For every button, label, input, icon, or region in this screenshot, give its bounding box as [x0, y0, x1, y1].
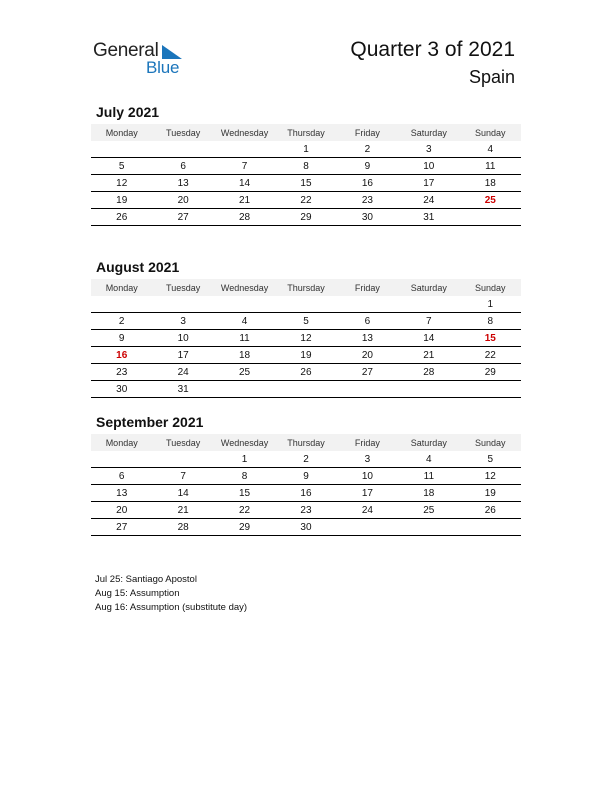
day-cell: 11	[214, 330, 275, 347]
day-cell: 24	[337, 502, 398, 519]
day-cell: 7	[152, 468, 213, 485]
weekday-header: Friday	[337, 279, 398, 296]
day-cell	[91, 296, 152, 313]
calendar-table	[91, 279, 521, 398]
day-cell: 28	[398, 364, 459, 381]
weekday-header: Monday	[91, 279, 152, 296]
weekday-header: Saturday	[398, 124, 459, 141]
day-cell: 6	[91, 468, 152, 485]
week-row	[91, 485, 521, 502]
day-cell: 5	[91, 158, 152, 175]
day-cell: 28	[214, 209, 275, 226]
day-cell: 18	[214, 347, 275, 364]
day-cell	[152, 451, 213, 468]
weekday-header: Thursday	[275, 279, 336, 296]
day-cell: 12	[460, 468, 521, 485]
day-cell: 21	[152, 502, 213, 519]
day-cell: 5	[275, 313, 336, 330]
weekday-header: Tuesday	[152, 124, 213, 141]
day-cell: 9	[337, 158, 398, 175]
day-cell: 23	[275, 502, 336, 519]
day-cell	[398, 381, 459, 398]
calendar-table	[91, 124, 521, 226]
day-cell	[214, 381, 275, 398]
day-cell	[460, 209, 521, 226]
day-cell: 30	[275, 519, 336, 536]
day-cell	[337, 381, 398, 398]
day-cell	[275, 296, 336, 313]
day-cell: 30	[337, 209, 398, 226]
day-cell: 7	[398, 313, 459, 330]
day-cell: 25	[214, 364, 275, 381]
day-cell: 24	[152, 364, 213, 381]
day-cell	[152, 141, 213, 158]
day-cell: 23	[91, 364, 152, 381]
month-title: July 2021	[96, 104, 160, 120]
day-cell: 10	[337, 468, 398, 485]
weekday-header: Friday	[337, 434, 398, 451]
week-row	[91, 296, 521, 313]
week-row	[91, 313, 521, 330]
holiday-day-cell: 16	[91, 347, 152, 364]
day-cell: 1	[460, 296, 521, 313]
day-cell: 12	[91, 175, 152, 192]
weekday-header: Saturday	[398, 434, 459, 451]
month-august	[91, 259, 521, 398]
day-cell: 21	[214, 192, 275, 209]
weekday-header: Monday	[91, 124, 152, 141]
day-cell: 22	[460, 347, 521, 364]
weekday-header: Saturday	[398, 279, 459, 296]
holiday-note: Jul 25: Santiago Apostol	[95, 574, 197, 585]
weekday-header-row	[91, 124, 521, 141]
day-cell: 17	[152, 347, 213, 364]
day-cell	[337, 519, 398, 536]
holiday-day-cell: 15	[460, 330, 521, 347]
day-cell: 6	[152, 158, 213, 175]
day-cell: 14	[398, 330, 459, 347]
day-cell: 26	[91, 209, 152, 226]
day-cell: 1	[275, 141, 336, 158]
day-cell: 13	[91, 485, 152, 502]
day-cell: 12	[275, 330, 336, 347]
day-cell: 23	[337, 192, 398, 209]
day-cell: 3	[152, 313, 213, 330]
holiday-note: Aug 16: Assumption (substitute day)	[95, 602, 248, 613]
day-cell	[214, 296, 275, 313]
day-cell	[337, 296, 398, 313]
weekday-header: Monday	[91, 434, 152, 451]
generalblue-logo	[93, 40, 193, 80]
week-row	[91, 192, 521, 209]
month-title: September 2021	[96, 414, 204, 430]
week-row	[91, 364, 521, 381]
day-cell: 15	[214, 485, 275, 502]
holiday-notes	[95, 573, 247, 615]
day-cell: 20	[91, 502, 152, 519]
day-cell: 20	[337, 347, 398, 364]
day-cell: 19	[275, 347, 336, 364]
day-cell: 22	[214, 502, 275, 519]
day-cell: 8	[460, 313, 521, 330]
day-cell: 9	[275, 468, 336, 485]
day-cell: 21	[398, 347, 459, 364]
week-row	[91, 519, 521, 536]
day-cell	[398, 296, 459, 313]
day-cell: 17	[337, 485, 398, 502]
week-row	[91, 209, 521, 226]
day-cell: 30	[91, 381, 152, 398]
day-cell: 26	[275, 364, 336, 381]
day-cell: 8	[275, 158, 336, 175]
weekday-header: Thursday	[275, 124, 336, 141]
week-row	[91, 175, 521, 192]
weekday-header: Wednesday	[214, 434, 275, 451]
month-title: August 2021	[96, 259, 180, 275]
day-cell: 1	[214, 451, 275, 468]
day-cell: 19	[460, 485, 521, 502]
day-cell: 10	[398, 158, 459, 175]
day-cell: 27	[152, 209, 213, 226]
day-cell: 14	[152, 485, 213, 502]
day-cell	[460, 381, 521, 398]
week-row	[91, 502, 521, 519]
day-cell	[460, 519, 521, 536]
day-cell: 22	[275, 192, 336, 209]
day-cell: 31	[152, 381, 213, 398]
day-cell: 17	[398, 175, 459, 192]
weekday-header: Sunday	[460, 124, 521, 141]
day-cell: 20	[152, 192, 213, 209]
weekday-header-row	[91, 279, 521, 296]
day-cell: 5	[460, 451, 521, 468]
day-cell: 10	[152, 330, 213, 347]
day-cell	[275, 381, 336, 398]
week-row	[91, 330, 521, 347]
day-cell: 9	[91, 330, 152, 347]
day-cell: 11	[398, 468, 459, 485]
weekday-header: Thursday	[275, 434, 336, 451]
weekday-header: Wednesday	[214, 124, 275, 141]
day-cell: 4	[214, 313, 275, 330]
week-row	[91, 141, 521, 158]
day-cell: 4	[460, 141, 521, 158]
day-cell: 2	[91, 313, 152, 330]
month-july	[91, 104, 521, 226]
logo-text-general: General	[93, 40, 159, 61]
day-cell: 25	[398, 502, 459, 519]
day-cell	[152, 296, 213, 313]
day-cell: 19	[91, 192, 152, 209]
weekday-header: Wednesday	[214, 279, 275, 296]
week-row	[91, 381, 521, 398]
day-cell	[214, 141, 275, 158]
weekday-header: Tuesday	[152, 434, 213, 451]
day-cell: 8	[214, 468, 275, 485]
day-cell	[91, 451, 152, 468]
day-cell: 27	[337, 364, 398, 381]
logo-text-blue: Blue	[146, 58, 180, 77]
day-cell: 24	[398, 192, 459, 209]
weekday-header-row	[91, 434, 521, 451]
weekday-header: Tuesday	[152, 279, 213, 296]
day-cell: 4	[398, 451, 459, 468]
country-name: Spain	[468, 67, 515, 87]
weekday-header: Sunday	[460, 434, 521, 451]
weekday-header: Friday	[337, 124, 398, 141]
weekday-header: Sunday	[460, 279, 521, 296]
week-row	[91, 451, 521, 468]
day-cell: 29	[460, 364, 521, 381]
day-cell	[91, 141, 152, 158]
day-cell: 29	[214, 519, 275, 536]
day-cell	[398, 519, 459, 536]
day-cell: 16	[337, 175, 398, 192]
day-cell: 3	[337, 451, 398, 468]
day-cell: 2	[275, 451, 336, 468]
week-row	[91, 158, 521, 175]
day-cell: 28	[152, 519, 213, 536]
day-cell: 3	[398, 141, 459, 158]
week-row	[91, 347, 521, 364]
holiday-note: Aug 15: Assumption	[95, 588, 180, 599]
day-cell: 11	[460, 158, 521, 175]
day-cell: 29	[275, 209, 336, 226]
day-cell: 14	[214, 175, 275, 192]
month-september	[91, 414, 521, 536]
week-row	[91, 468, 521, 485]
day-cell: 13	[152, 175, 213, 192]
day-cell: 31	[398, 209, 459, 226]
page-title: Quarter 3 of 2021	[350, 38, 515, 61]
day-cell: 7	[214, 158, 275, 175]
day-cell: 27	[91, 519, 152, 536]
logo-triangle-icon	[162, 45, 182, 59]
day-cell: 6	[337, 313, 398, 330]
day-cell: 15	[275, 175, 336, 192]
day-cell: 16	[275, 485, 336, 502]
day-cell: 18	[398, 485, 459, 502]
day-cell: 2	[337, 141, 398, 158]
day-cell: 13	[337, 330, 398, 347]
holiday-day-cell: 25	[460, 192, 521, 209]
day-cell: 26	[460, 502, 521, 519]
calendar-table	[91, 434, 521, 536]
day-cell: 18	[460, 175, 521, 192]
